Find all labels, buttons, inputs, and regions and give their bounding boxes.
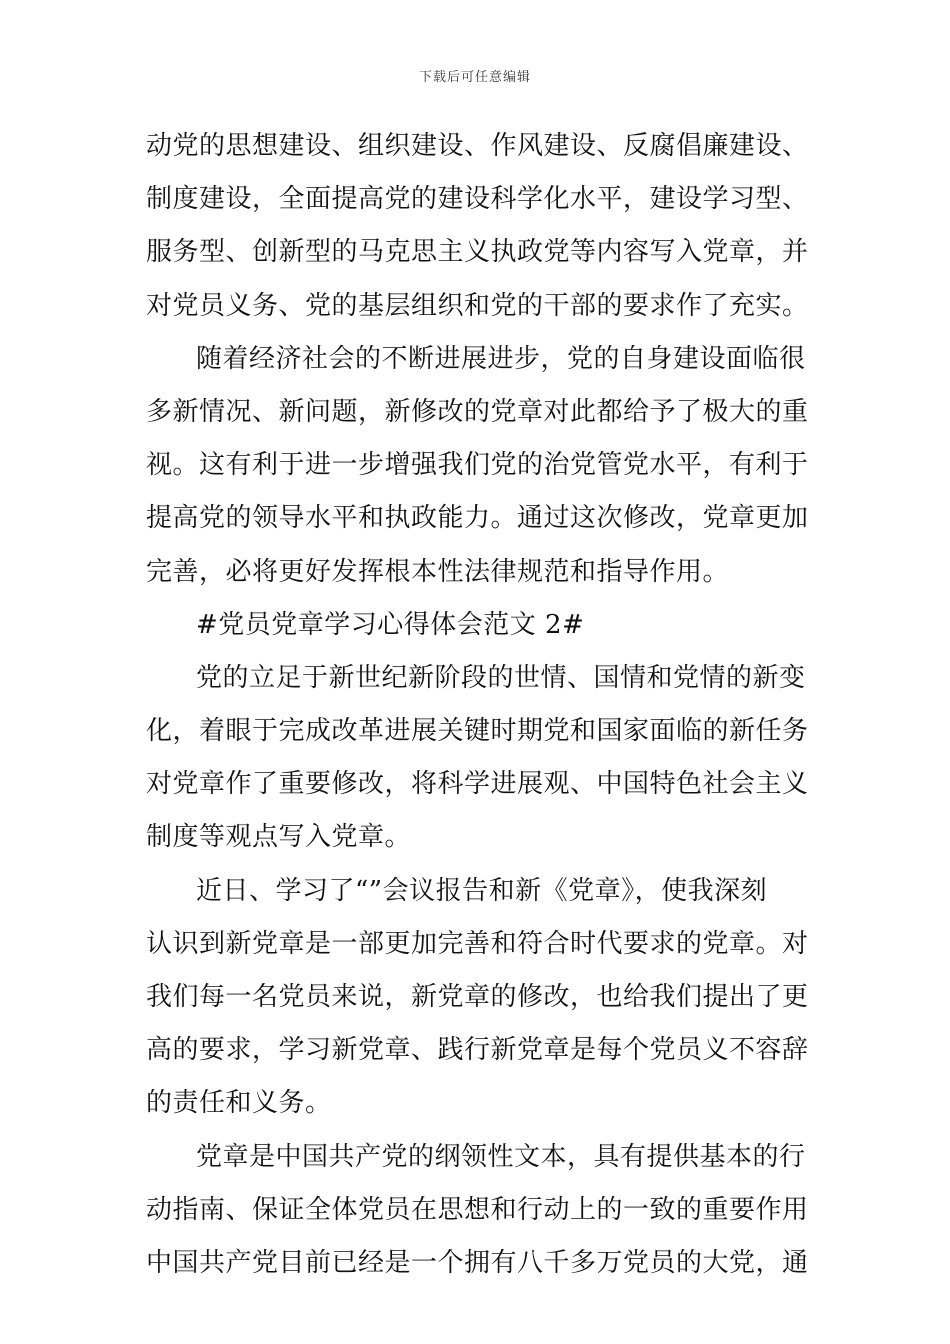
text-line: 近日、学习了“”会议报告和新《党章》，使我深刻: [196, 875, 768, 906]
text-line: 服务型、创新型的马克思主义执政党等内容写入党章，并: [146, 237, 809, 268]
text-line: 党的立足于新世纪新阶段的世情、国情和党情的新变: [196, 662, 806, 693]
text-line: 认识到新党章是一部更加完善和符合时代要求的党章。对: [146, 928, 809, 959]
text-line: 多新情况、新问题，新修改的党章对此都给予了极大的重: [146, 396, 809, 427]
text-line: 对党章作了重要修改，将科学进展观、中国特色社会主义: [146, 769, 809, 800]
text-line: 化，着眼于完成改革进展关键时期党和国家面临的新任务: [146, 716, 809, 747]
text-line: 动指南、保证全体党员在思想和行动上的一致的重要作用: [146, 1194, 809, 1225]
text-line: 完善，必将更好发挥根本性法律规范和指导作用。: [146, 556, 730, 587]
text-line: 的责任和义务。: [146, 1088, 332, 1119]
text-line: 动党的思想建设、组织建设、作风建设、反腐倡廉建设、: [146, 131, 809, 161]
text-line: 中国共产党目前已经是一个拥有八千多万党员的大党，通: [146, 1247, 809, 1278]
text-line: 对党员义务、党的基层组织和党的干部的要求作了充实。: [146, 290, 809, 321]
page-header: 下载后可任意编辑: [418, 70, 531, 85]
text-line: 高的要求，学习新党章、践行新党章是每个党员义不容辞: [146, 1035, 809, 1066]
text-line: 随着经济社会的不断进展进步，党的自身建设面临很: [196, 343, 806, 374]
text-line: 制度等观点写入党章。: [146, 822, 412, 853]
text-line: 提高党的领导水平和执政能力。通过这次修改，党章更加: [146, 503, 809, 534]
text-line: 我们每一名党员来说，新党章的修改，也给我们提出了更: [146, 982, 809, 1012]
text-line: 视。这有利于进一步增强我们党的治党管党水平，有利于: [146, 450, 809, 481]
text-line: 制度建设，全面提高党的建设科学化水平，建设学习型、: [146, 184, 809, 215]
document-body: [146, 120, 809, 1290]
section-heading: #党员党章学习心得体会范文 2#: [196, 609, 585, 640]
text-line: 党章是中国共产党的纲领性文本，具有提供基本的行: [196, 1141, 806, 1172]
